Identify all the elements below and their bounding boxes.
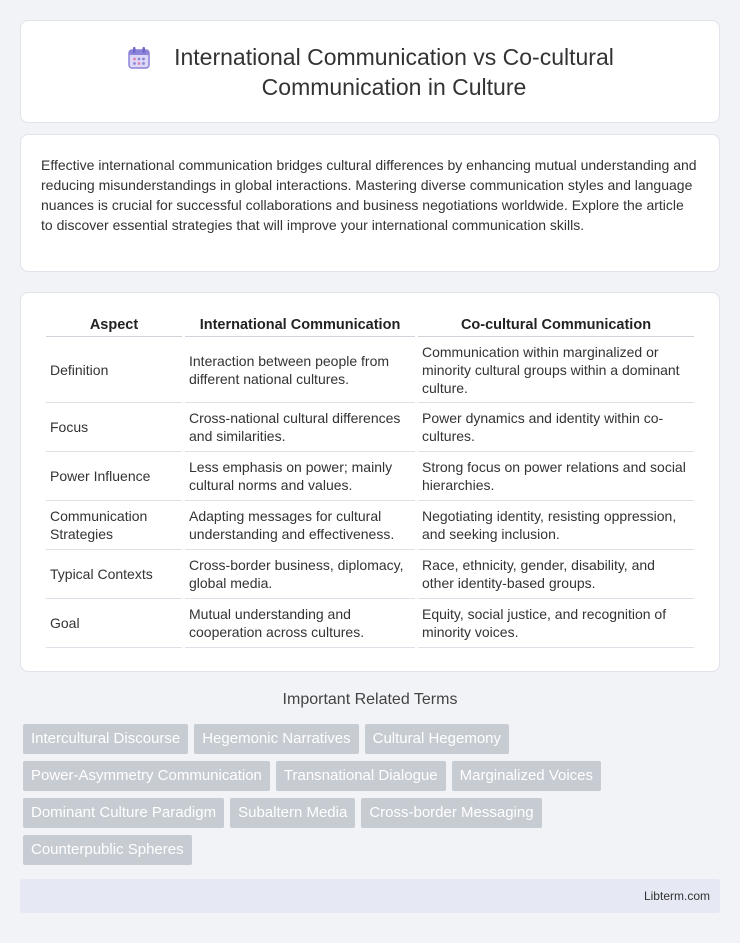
table-cell-international: Less emphasis on power; mainly cultural norms and values. [185,452,415,501]
table-cell-international: Adapting messages for cultural understanding and effectiveness. [185,501,415,550]
table-cell-international: Cross-national cultural differences and similarities. [185,403,415,452]
tag-link[interactable]: Cultural Hegemony [365,724,509,754]
table-cell-aspect: Definition [46,337,182,403]
table-cell-co-cultural: Power dynamics and identity within co-cultures. [418,403,694,452]
related-terms-title: Important Related Terms [282,691,458,708]
tag-link[interactable]: Cross-border Messaging [361,798,541,828]
comparison-table [43,313,697,648]
tag-link[interactable]: Marginalized Voices [452,761,601,791]
table-cell-aspect: Focus [46,403,182,452]
calendar-icon [126,45,152,71]
tag-link[interactable]: Transnational Dialogue [276,761,446,791]
title-wrap [126,42,614,102]
table-cell-co-cultural: Race, ethnicity, gender, disability, and other identity-based groups. [418,550,694,599]
header-aspect: Aspect [46,313,182,337]
tag-link[interactable]: Counterpublic Spheres [23,835,192,865]
tag-row [23,798,723,828]
header-co-cultural: Co-cultural Communication [418,313,694,337]
table-cell-aspect: Goal [46,599,182,648]
table-header-row [46,313,694,337]
table-cell-international: Cross-border business, diplomacy, global media. [185,550,415,599]
tag-link[interactable]: Subaltern Media [230,798,355,828]
tag-link[interactable]: Hegemonic Narratives [194,724,358,754]
table-cell-international: Interaction between people from different national cultures. [185,337,415,403]
page-title [174,42,614,102]
comparison-table-card [20,292,720,672]
title-card [20,20,720,123]
table-row [46,550,694,599]
table-row [46,337,694,403]
footer-site-link[interactable]: Libterm.com [643,889,710,903]
table-cell-aspect: Typical Contexts [46,550,182,599]
related-terms-tags [23,724,723,872]
table-cell-co-cultural: Strong focus on power relations and social hierarchies. [418,452,694,501]
intro-text: Effective international communication bridges cultural differences by enhancing mutual understanding and reducing misunderstandings in global interactions. Mastering diverse communication styles and language nuances is crucial for successful collaborations and business negotiations worldwide. Explore the article to discover essential strategies that will improve your international communication skills. [41,157,697,233]
table-row [46,452,694,501]
table-row [46,501,694,550]
page-title-line-2: Communication in Culture [261,73,527,100]
page-title-line-1: International Communication vs Co-cultural [174,43,614,70]
table-row [46,403,694,452]
tag-link[interactable]: Intercultural Discourse [23,724,188,754]
tag-row [23,724,723,754]
table-cell-co-cultural: Communication within marginalized or minority cultural groups within a dominant culture. [418,337,694,403]
table-cell-co-cultural: Equity, social justice, and recognition of minority voices. [418,599,694,648]
tag-row [23,835,723,865]
tag-link[interactable]: Dominant Culture Paradigm [23,798,224,828]
footer [20,879,720,913]
header-international: International Communication [185,313,415,337]
table-cell-co-cultural: Negotiating identity, resisting oppression, and seeking inclusion. [418,501,694,550]
tag-link[interactable]: Power-Asymmetry Communication [23,761,270,791]
table-row [46,599,694,648]
table-cell-aspect: Communication Strategies [46,501,182,550]
tag-row [23,761,723,791]
table-cell-aspect: Power Influence [46,452,182,501]
intro-card [20,134,720,272]
table-cell-international: Mutual understanding and cooperation across cultures. [185,599,415,648]
